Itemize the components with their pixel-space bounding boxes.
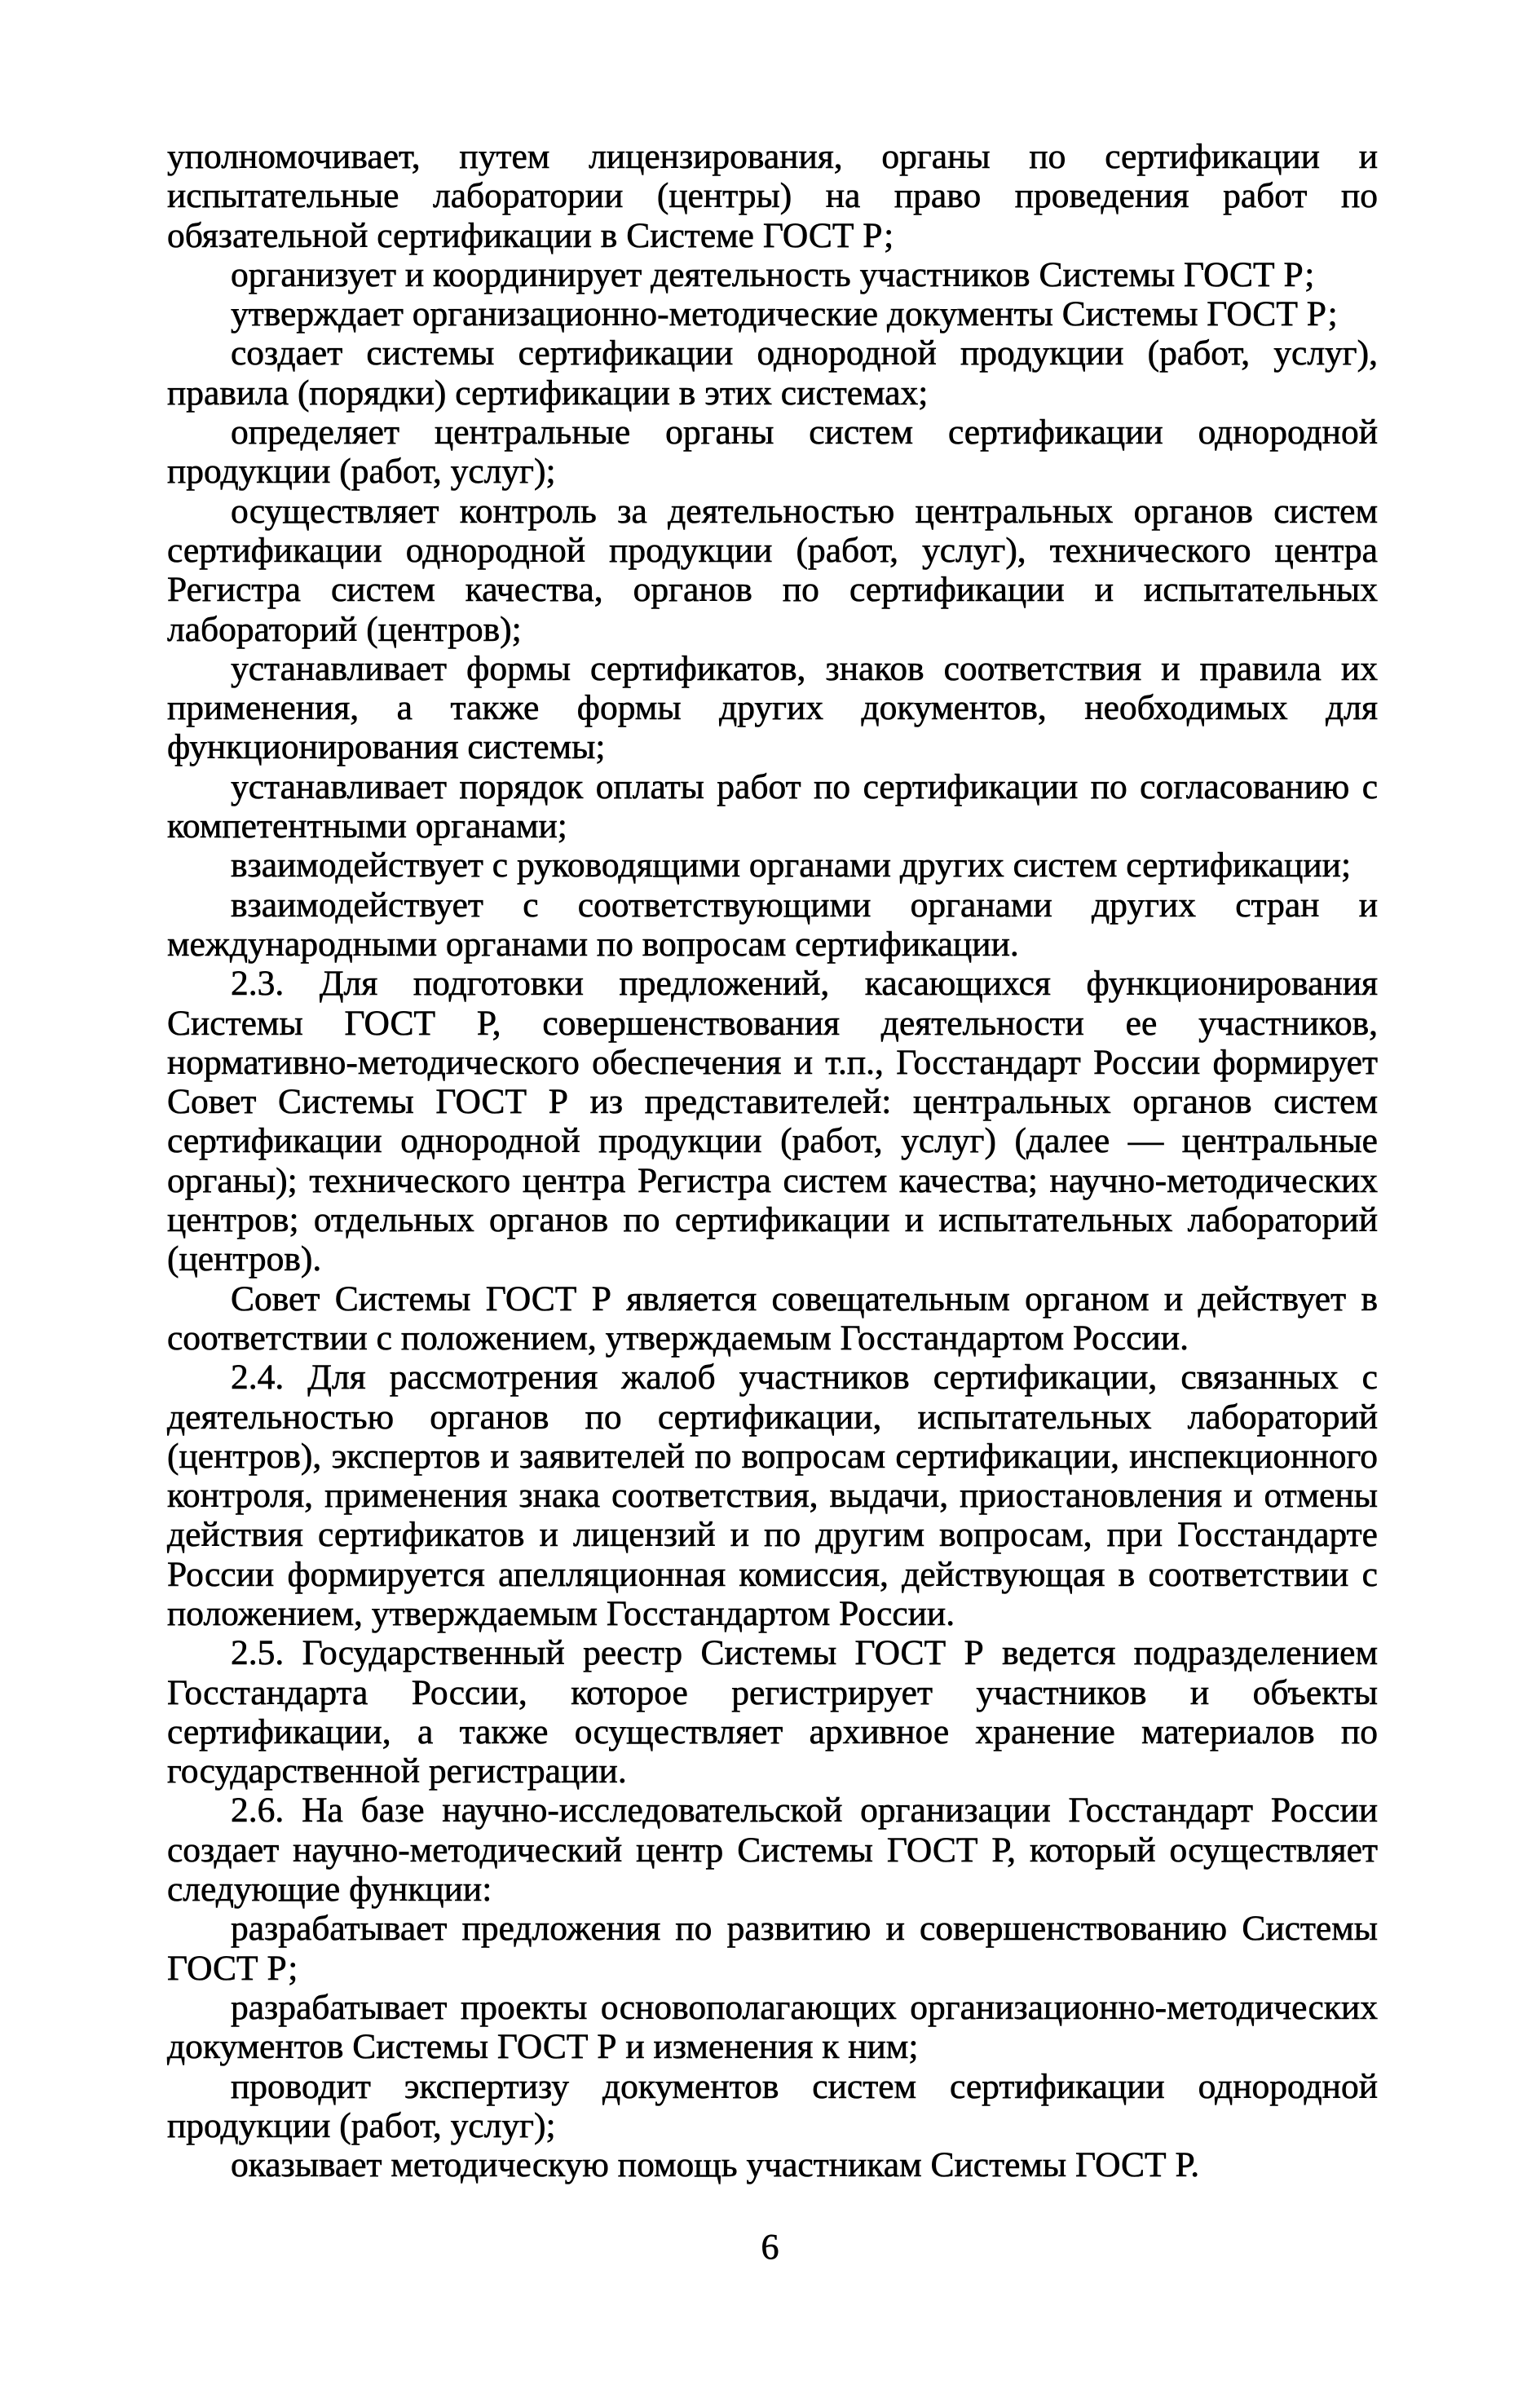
paragraph: 2.3. Для подготовки предложений, касающихся функционирования Системы ГОСТ Р, совершенствования деятельности ее участников, нормативно-методического обеспечения и т.п., Госстандарт России формирует Совет Системы ГОСТ Р из представителей: центральных органов систем сертификации однородной продукции (работ, услуг) (далее — центральные органы); технического центра Регистра систем качества; научно-методических центров; отдельных органов по сертификации и испытательных лабораторий (центров).	[167, 964, 1378, 1279]
paragraph: взаимодействует с руководящими органами других систем сертификации;	[231, 846, 1352, 886]
paragraph: устанавливает формы сертификатов, знаков соответствия и правила их применения, а также формы других документов, необходимых для функционирования системы;	[167, 648, 1378, 767]
paragraph: 2.6. На базе научно-исследовательской организации Госстандарт России создает научно-методический центр Системы ГОСТ Р, который осуществляет следующие функции:	[167, 1791, 1378, 1910]
paragraph: оказывает методическую помощь участникам Системы ГОСТ Р.	[231, 2145, 1200, 2185]
paragraph: проводит экспертизу документов систем сертификации однородной продукции (работ, услуг);	[167, 2066, 1378, 2145]
paragraph: 2.4. Для рассмотрения жалоб участников сертификации, связанных с деятельностью органов по сертификации, испытательных лабораторий (центров), экспертов и заявителей по вопросам сертификации, инспекционного контроля, применения знака соответствия, выдачи, приостановления и отмены действия сертификатов и лицензий и по другим вопросам, при Госстандарте России формируется апелляционная комиссия, действующая в соответствии с положением, утверждаемым Госстандартом России.	[167, 1358, 1378, 1633]
paragraph: организует и координирует деятельность участников Системы ГОСТ Р;	[231, 254, 1315, 294]
paragraph: Совет Системы ГОСТ Р является совещательным органом и действует в соответствии с положением, утверждаемым Госстандартом России.	[167, 1279, 1378, 1358]
paragraph: разрабатывает проекты основополагающих организационно-методических документов Системы ГОСТ Р и изменения к ним;	[167, 1987, 1378, 2067]
page-number: 6	[761, 2227, 779, 2267]
paragraph: осуществляет контроль за деятельностью центральных органов систем сертификации однородной продукции (работ, услуг), технического центра Регистра систем качества, органов по сертификации и испытательных лабораторий (центров);	[167, 491, 1378, 649]
paragraph: разрабатывает предложения по развитию и совершенствованию Системы ГОСТ Р;	[167, 1909, 1378, 1988]
paragraph: создает системы сертификации однородной продукции (работ, услуг), правила (порядки) сертификации в этих системах;	[167, 333, 1378, 413]
paragraph: уполномочивает, путем лицензирования, органы по сертификации и испытательные лаборатории (центры) на право проведения работ по обязательной сертификации в Системе ГОСТ Р;	[167, 137, 1378, 255]
paragraph: определяет центральные органы систем сертификации однородной продукции (работ, услуг);	[167, 413, 1378, 492]
paragraph: утверждает организационно-методические документы Системы ГОСТ Р;	[231, 294, 1338, 334]
paragraph: 2.5. Государственный реестр Системы ГОСТ Р ведется подразделением Госстандарта России, которое регистрирует участников и объекты сертификации, а также осуществляет архивное хранение материалов по государственной регистрации.	[167, 1633, 1378, 1791]
document-body	[167, 137, 1378, 2184]
paragraph: устанавливает порядок оплаты работ по сертификации по согласованию с компетентными органами;	[167, 766, 1378, 846]
paragraph: взаимодействует с соответствующими органами других стран и международными органами по вопросам сертификации.	[167, 885, 1378, 964]
